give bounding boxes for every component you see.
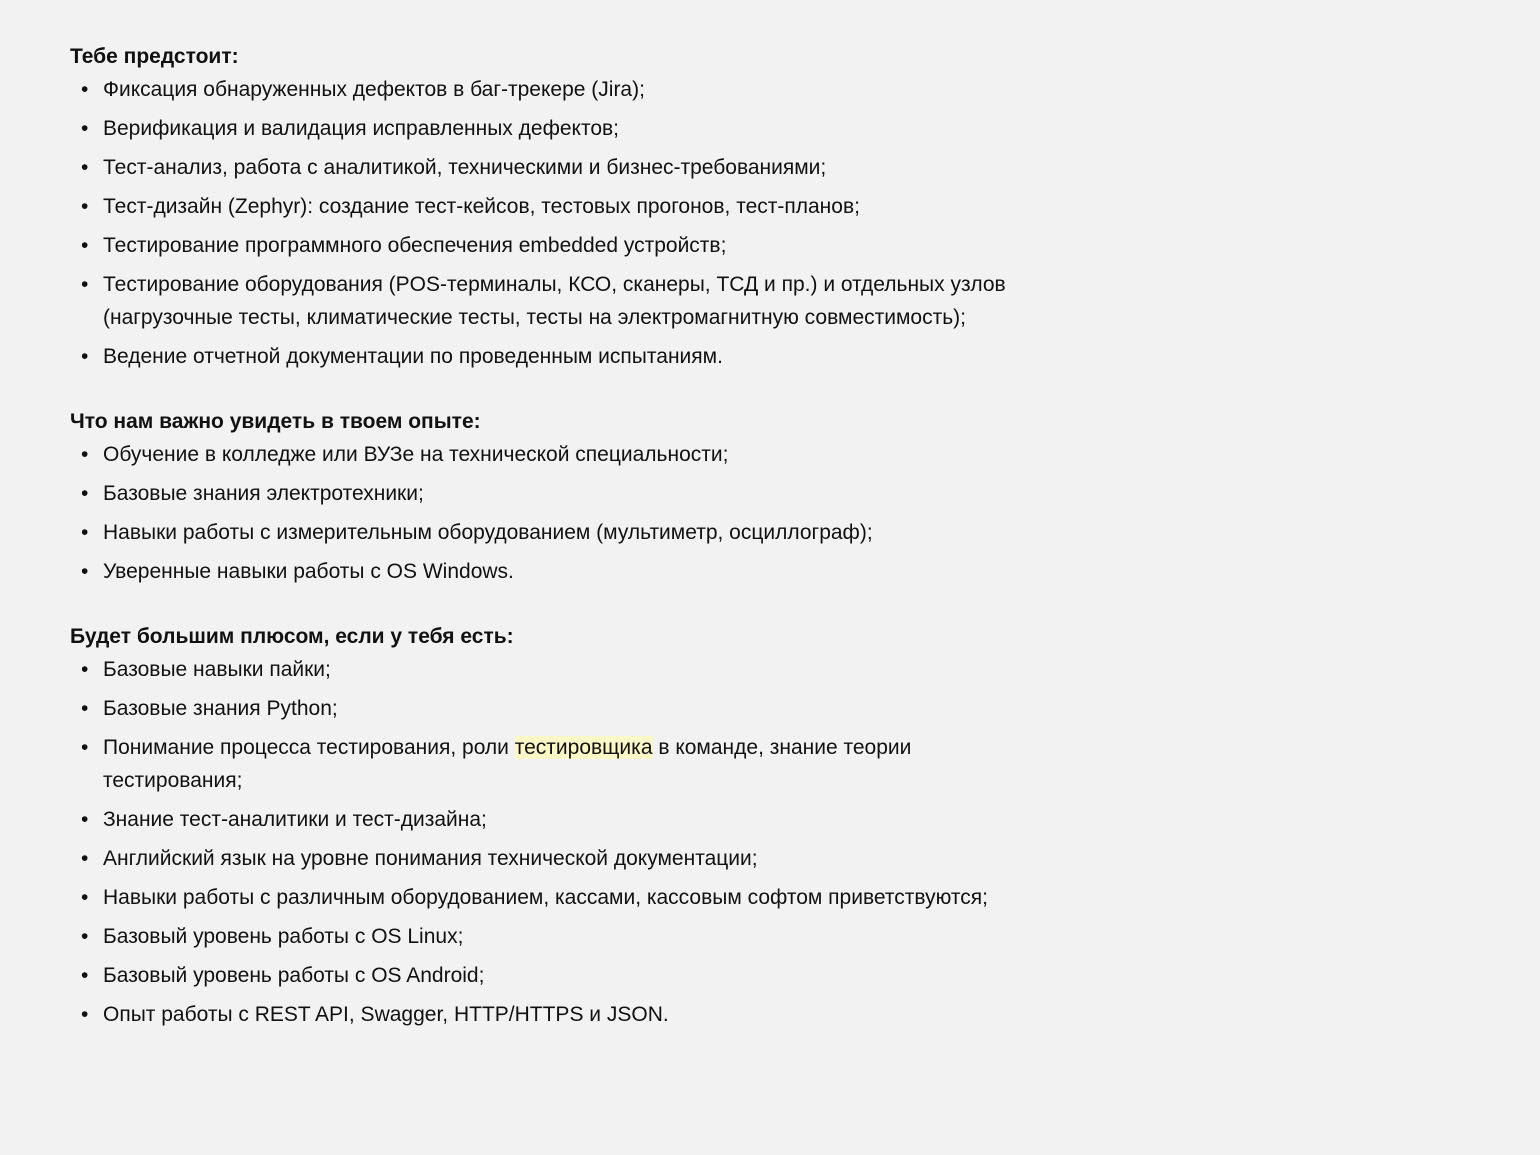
list-item: • Базовый уровень работы с OS Android;: [70, 959, 1030, 992]
bullet-list: [70, 653, 1030, 1031]
list-item: • Фиксация обнаруженных дефектов в баг-трекере (Jira);: [70, 73, 1030, 106]
list-item: • Базовые знания электротехники;: [70, 477, 1030, 510]
list-item: • Тест-анализ, работа с аналитикой, техническими и бизнес-требованиями;: [70, 151, 1030, 184]
list-item: • Английский язык на уровне понимания технической документации;: [70, 842, 1030, 875]
list-item: • Навыки работы с различным оборудованием, кассами, кассовым софтом приветствуются;: [70, 881, 1030, 914]
section-nice-to-have: [70, 620, 1030, 1031]
list-item: • Знание тест-аналитики и тест-дизайна;: [70, 803, 1030, 836]
highlighted-term: тестировщика: [514, 736, 653, 759]
list-item: • Тестирование оборудования (POS-терминалы, КСО, сканеры, ТСД и пр.) и отдельных узлов (нагрузочные тесты, климатические тесты, тесты на электромагнитную совместимость);: [70, 268, 1030, 334]
list-item: • Базовые знания Python;: [70, 692, 1030, 725]
section-responsibilities: [70, 40, 1030, 373]
list-item: • Обучение в колледже или ВУЗе на технической специальности;: [70, 438, 1030, 471]
bullet-list: [70, 73, 1030, 373]
list-item: • Ведение отчетной документации по проведенным испытаниям.: [70, 340, 1030, 373]
item-text-before: Понимание процесса тестирования, роли: [103, 736, 515, 759]
section-title: Что нам важно увидеть в твоем опыте:: [70, 410, 481, 433]
list-item: • Тест-дизайн (Zephyr): создание тест-кейсов, тестовых прогонов, тест-планов;: [70, 190, 1030, 223]
list-item: • Уверенные навыки работы с OS Windows.: [70, 555, 1030, 588]
list-item: • Базовые навыки пайки;: [70, 653, 1030, 686]
list-item: [70, 731, 1030, 797]
list-item: • Верификация и валидация исправленных дефектов;: [70, 112, 1030, 145]
list-item: • Опыт работы с REST API, Swagger, HTTP/HTTPS и JSON.: [70, 998, 1030, 1031]
list-item: • Навыки работы с измерительным оборудованием (мультиметр, осциллограф);: [70, 516, 1030, 549]
item-text-after: в команде, знание теории тестирования;: [103, 736, 912, 792]
bullet-list: [70, 438, 1030, 588]
document-content: [70, 40, 1030, 1063]
list-item: • Тестирование программного обеспечения embedded устройств;: [70, 229, 1030, 262]
section-title: Тебе предстоит:: [70, 45, 239, 68]
list-item: • Базовый уровень работы с OS Linux;: [70, 920, 1030, 953]
section-title: Будет большим плюсом, если у тебя есть:: [70, 625, 514, 648]
section-requirements: [70, 405, 1030, 588]
